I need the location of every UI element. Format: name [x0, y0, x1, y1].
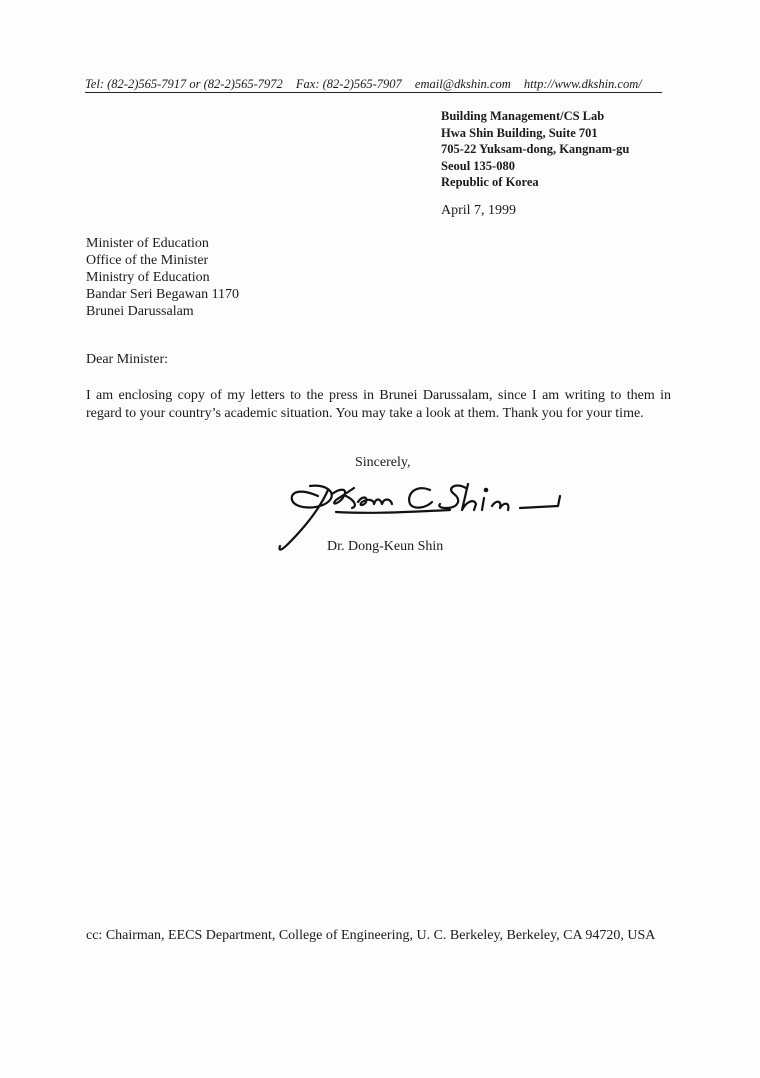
sender-line: Building Management/CS Lab	[441, 109, 605, 123]
sender-address	[441, 108, 629, 191]
sender-line: Seoul 135-080	[441, 158, 515, 173]
recipient-line: Minister of Education	[86, 236, 209, 251]
recipient-line: Office of the Minister	[86, 253, 209, 268]
sender-line: Republic of Korea	[441, 175, 539, 189]
closing: Sincerely,	[355, 455, 411, 470]
letter-date: April 7, 1999	[441, 203, 517, 218]
letterhead-url: http://www.dkshin.com/	[523, 77, 642, 91]
letterhead-contact-line	[85, 77, 662, 93]
recipient-line: Brunei Darussalam	[86, 304, 194, 319]
sender-line: Hwa Shin Building, Suite 701	[441, 125, 598, 140]
salutation: Dear Minister:	[86, 352, 169, 367]
cc-line: cc: Chairman, EECS Department, College of Engineering, U. C. Berkeley, Berkeley, CA 94720, USA	[86, 928, 656, 943]
letterhead-fax: Fax: (82-2)565-7907	[295, 77, 402, 91]
recipient-line: Ministry of Education	[86, 270, 210, 285]
letter-body: I am enclosing copy of my letters to the press in Brunei Darussalam, since I am writing to them in regard to your country’s academic situation. You may take a look at them. Thank you for your time.	[86, 388, 671, 421]
recipient-line: Bandar Seri Begawan 1170	[86, 287, 240, 302]
letterhead-tel: Tel: (82-2)565-7917 or (82-2)565-7972	[85, 77, 283, 91]
letterhead-email: email@dkshin.com	[414, 77, 511, 91]
sender-line: 705-22 Yuksam-dong, Kangnam-gu	[441, 142, 630, 156]
signer-name: Dr. Dong-Keun Shin	[327, 539, 444, 554]
recipient-address	[86, 235, 239, 320]
